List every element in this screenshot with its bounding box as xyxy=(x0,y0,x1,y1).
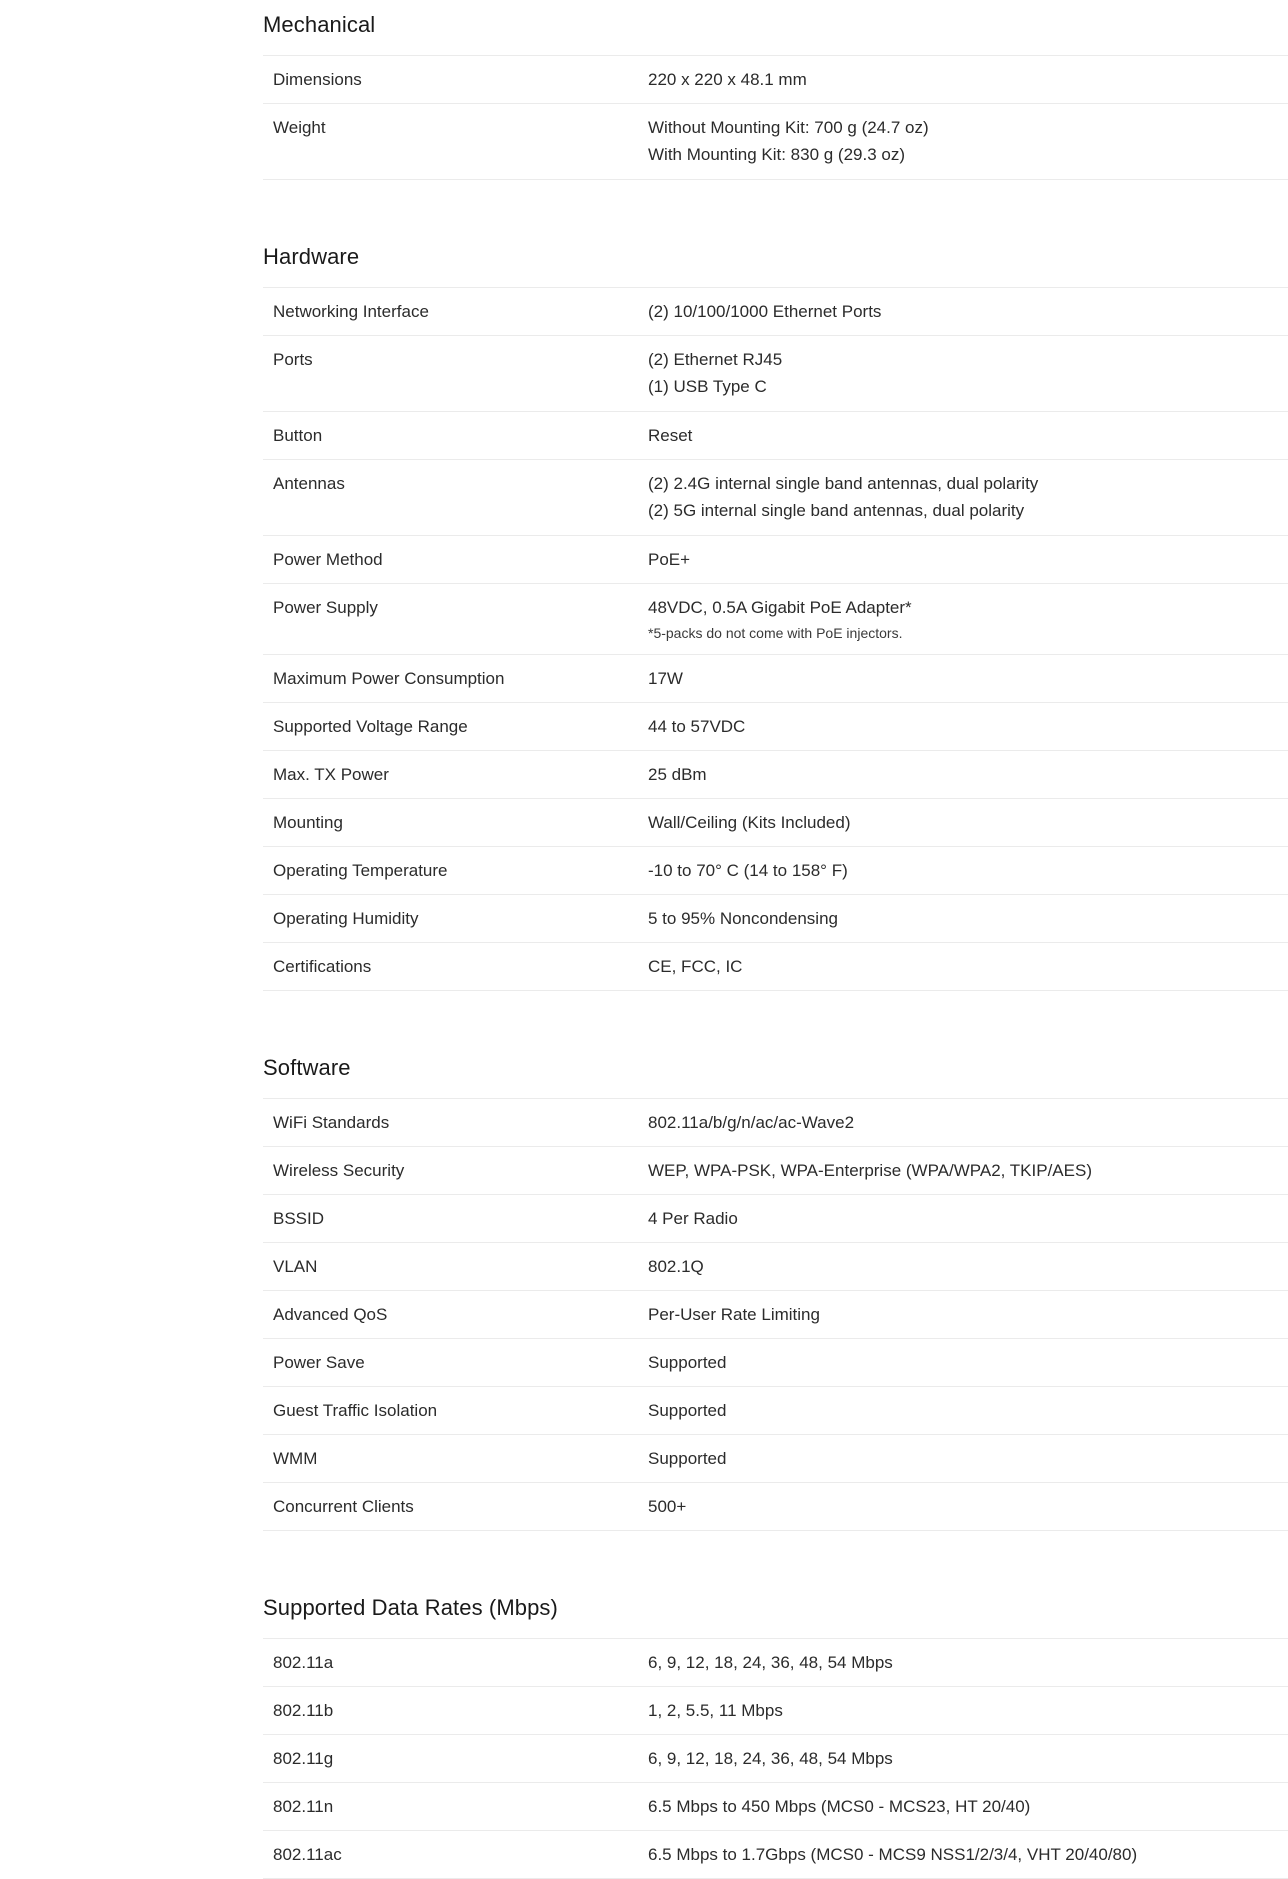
spec-value xyxy=(648,298,1288,325)
spec-value xyxy=(648,594,1288,643)
spec-row-vlan xyxy=(263,1243,1288,1291)
spec-value xyxy=(648,1745,1288,1772)
spec-value-line: Supported xyxy=(648,1401,727,1420)
spec-value xyxy=(648,1349,1288,1376)
spec-row-wmm xyxy=(263,1435,1288,1483)
spec-value xyxy=(648,1157,1288,1184)
spec-row-operating-humidity xyxy=(263,895,1288,943)
spec-label: Button xyxy=(273,426,323,445)
section-hardware xyxy=(263,232,1288,991)
spec-row-mounting xyxy=(263,799,1288,847)
spec-value-line: PoE+ xyxy=(648,550,691,569)
spec-label: Concurrent Clients xyxy=(273,1497,414,1516)
spec-value xyxy=(648,1493,1288,1520)
spec-row-weight xyxy=(263,104,1288,180)
spec-value-line: 48VDC, 0.5A Gigabit PoE Adapter* xyxy=(648,598,912,617)
spec-row-802-11n xyxy=(263,1783,1288,1831)
spec-value-line: Wall/Ceiling (Kits Included) xyxy=(648,813,851,832)
spec-row-power-save xyxy=(263,1339,1288,1387)
spec-label: Ports xyxy=(273,350,313,369)
spec-label: Operating Humidity xyxy=(273,909,419,928)
spec-value-line: 25 dBm xyxy=(648,765,707,784)
spec-sheet xyxy=(263,0,1288,1879)
section-title: Supported Data Rates (Mbps) xyxy=(263,1595,558,1620)
spec-value-line: Supported xyxy=(648,1353,727,1372)
spec-label: Wireless Security xyxy=(273,1161,405,1180)
spec-value-line: Reset xyxy=(648,426,693,445)
section-title: Mechanical xyxy=(263,12,376,37)
spec-label: Weight xyxy=(273,118,326,137)
spec-value xyxy=(648,857,1288,884)
section-software xyxy=(263,1043,1288,1531)
spec-label: 802.11b xyxy=(273,1701,334,1720)
spec-table xyxy=(263,55,1288,180)
spec-value-line: (1) USB Type C xyxy=(648,377,767,396)
spec-value xyxy=(648,1841,1288,1868)
spec-value xyxy=(648,114,1288,168)
spec-row-networking-interface xyxy=(263,288,1288,336)
spec-label: Power Supply xyxy=(273,598,378,617)
spec-label: WiFi Standards xyxy=(273,1113,390,1132)
spec-row-power-method xyxy=(263,536,1288,584)
spec-label: Networking Interface xyxy=(273,302,429,321)
spec-value-line: 802.11a/b/g/n/ac/ac-Wave2 xyxy=(648,1113,855,1132)
spec-label: WMM xyxy=(273,1449,318,1468)
spec-value xyxy=(648,1697,1288,1724)
spec-value xyxy=(648,1301,1288,1328)
spec-value-line: 6.5 Mbps to 450 Mbps (MCS0 - MCS23, HT 20/40) xyxy=(648,1797,1031,1816)
spec-value-line: 4 Per Radio xyxy=(648,1209,738,1228)
section-supported-data-rates-mbps xyxy=(263,1583,1288,1879)
spec-value-line: WEP, WPA-PSK, WPA-Enterprise (WPA/WPA2, TKIP/AES) xyxy=(648,1161,1092,1180)
spec-value-line: (2) Ethernet RJ45 xyxy=(648,350,783,369)
spec-row-button xyxy=(263,412,1288,460)
spec-label: VLAN xyxy=(273,1257,318,1276)
spec-label: Certifications xyxy=(273,957,372,976)
spec-value xyxy=(648,1109,1288,1136)
spec-value-line: (2) 5G internal single band antennas, dual polarity xyxy=(648,501,1025,520)
spec-row-advanced-qos xyxy=(263,1291,1288,1339)
spec-row-power-supply xyxy=(263,584,1288,655)
spec-label: Max. TX Power xyxy=(273,765,389,784)
spec-value xyxy=(648,470,1288,524)
spec-value-line: 44 to 57VDC xyxy=(648,717,746,736)
spec-value-line: 220 x 220 x 48.1 mm xyxy=(648,70,807,89)
spec-row-antennas xyxy=(263,460,1288,536)
spec-value-line: Supported xyxy=(648,1449,727,1468)
spec-footnote: *5-packs do not come with PoE injectors. xyxy=(648,625,903,641)
spec-row-802-11g xyxy=(263,1735,1288,1783)
spec-label: Guest Traffic Isolation xyxy=(273,1401,438,1420)
spec-row-concurrent-clients xyxy=(263,1483,1288,1531)
spec-row-maximum-power-consumption xyxy=(263,655,1288,703)
spec-value-line: CE, FCC, IC xyxy=(648,957,743,976)
spec-value xyxy=(648,1205,1288,1232)
spec-row-802-11ac xyxy=(263,1831,1288,1879)
section-title: Software xyxy=(263,1055,351,1080)
spec-row-ports xyxy=(263,336,1288,412)
spec-table xyxy=(263,1638,1288,1879)
spec-row-operating-temperature xyxy=(263,847,1288,895)
spec-value-line: Per-User Rate Limiting xyxy=(648,1305,820,1324)
spec-value-line: 5 to 95% Noncondensing xyxy=(648,909,838,928)
spec-value xyxy=(648,1397,1288,1424)
spec-value xyxy=(648,1793,1288,1820)
spec-value xyxy=(648,546,1288,573)
spec-value xyxy=(648,905,1288,932)
spec-value xyxy=(648,1649,1288,1676)
spec-label: Supported Voltage Range xyxy=(273,717,468,736)
spec-row-certifications xyxy=(263,943,1288,991)
spec-row-802-11b xyxy=(263,1687,1288,1735)
spec-label: 802.11ac xyxy=(273,1845,342,1864)
spec-label: BSSID xyxy=(273,1209,325,1228)
spec-label: Power Save xyxy=(273,1353,365,1372)
spec-value-line: 500+ xyxy=(648,1497,687,1516)
spec-table xyxy=(263,287,1288,991)
spec-value xyxy=(648,422,1288,449)
section-mechanical xyxy=(263,0,1288,180)
spec-value-line: -10 to 70° C (14 to 158° F) xyxy=(648,861,848,880)
spec-label: Mounting xyxy=(273,813,343,832)
spec-value xyxy=(648,1445,1288,1472)
spec-value xyxy=(648,346,1288,400)
spec-value xyxy=(648,1253,1288,1280)
spec-value xyxy=(648,761,1288,788)
spec-value xyxy=(648,66,1288,93)
spec-value-line: (2) 10/100/1000 Ethernet Ports xyxy=(648,302,882,321)
spec-row-wireless-security xyxy=(263,1147,1288,1195)
spec-label: Antennas xyxy=(273,474,345,493)
spec-row-wifi-standards xyxy=(263,1099,1288,1147)
spec-label: Operating Temperature xyxy=(273,861,448,880)
spec-value-line: 1, 2, 5.5, 11 Mbps xyxy=(648,1701,783,1720)
spec-value xyxy=(648,953,1288,980)
spec-value xyxy=(648,809,1288,836)
spec-table xyxy=(263,1098,1288,1531)
spec-row-dimensions xyxy=(263,56,1288,104)
spec-label: Maximum Power Consumption xyxy=(273,669,505,688)
spec-value xyxy=(648,713,1288,740)
spec-value-line: 802.1Q xyxy=(648,1257,704,1276)
spec-label: Dimensions xyxy=(273,70,362,89)
spec-value-line: (2) 2.4G internal single band antennas, dual polarity xyxy=(648,474,1039,493)
spec-value-line: With Mounting Kit: 830 g (29.3 oz) xyxy=(648,145,906,164)
spec-value xyxy=(648,665,1288,692)
spec-row-bssid xyxy=(263,1195,1288,1243)
spec-label: 802.11n xyxy=(273,1797,334,1816)
section-title: Hardware xyxy=(263,244,360,269)
spec-value-line: 6.5 Mbps to 1.7Gbps (MCS0 - MCS9 NSS1/2/3/4, VHT 20/40/80) xyxy=(648,1845,1138,1864)
spec-value-line: 17W xyxy=(648,669,683,688)
spec-label: Power Method xyxy=(273,550,383,569)
spec-row-supported-voltage-range xyxy=(263,703,1288,751)
spec-label: 802.11g xyxy=(273,1749,334,1768)
spec-label: 802.11a xyxy=(273,1653,334,1672)
spec-row-guest-traffic-isolation xyxy=(263,1387,1288,1435)
spec-value-line: 6, 9, 12, 18, 24, 36, 48, 54 Mbps xyxy=(648,1653,893,1672)
spec-row-802-11a xyxy=(263,1639,1288,1687)
spec-label: Advanced QoS xyxy=(273,1305,388,1324)
spec-value-line: Without Mounting Kit: 700 g (24.7 oz) xyxy=(648,118,929,137)
spec-row-max-tx-power xyxy=(263,751,1288,799)
spec-value-line: 6, 9, 12, 18, 24, 36, 48, 54 Mbps xyxy=(648,1749,893,1768)
